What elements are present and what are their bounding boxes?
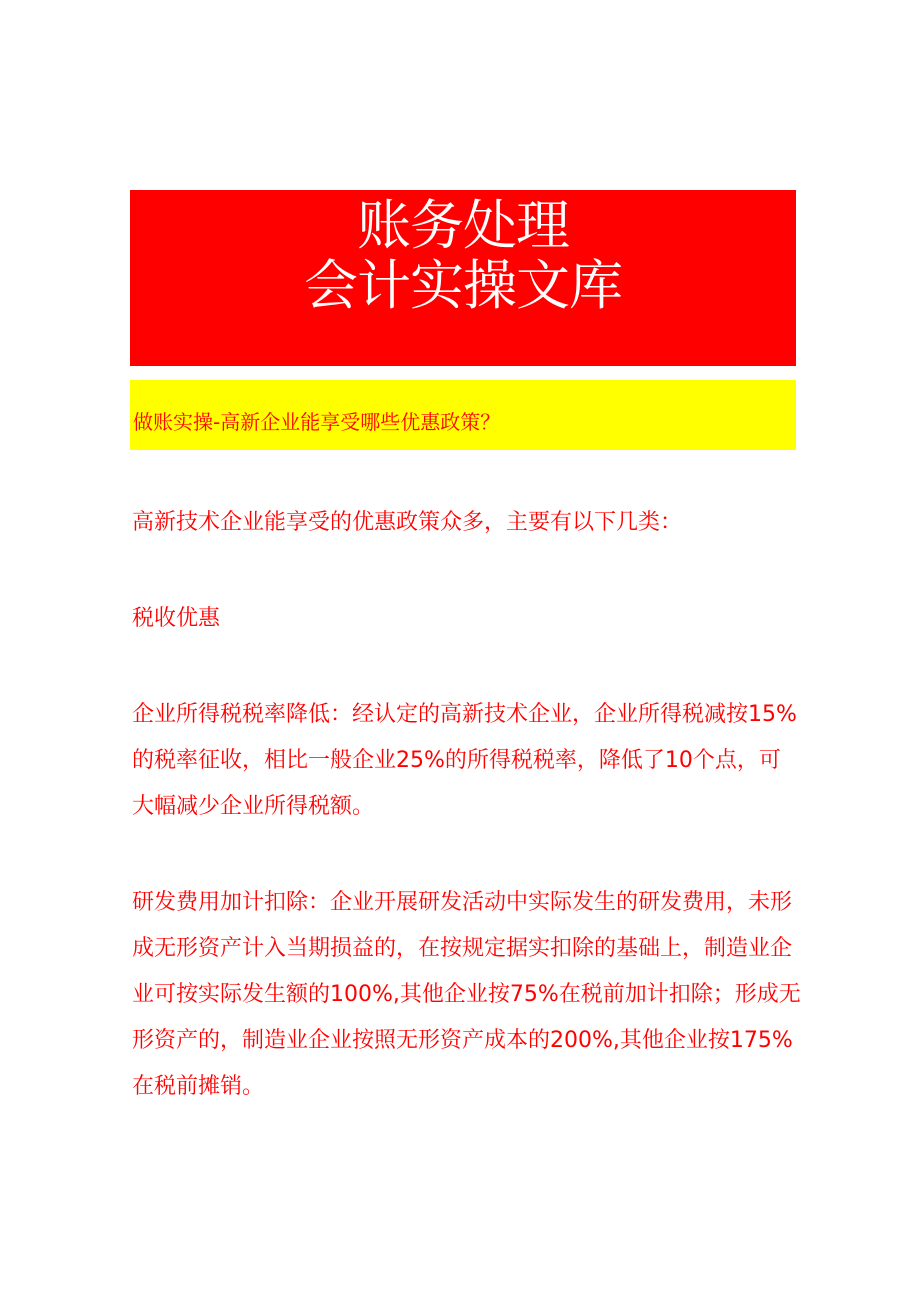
rd-deduction-paragraph: 研发费用加计扣除：企业开展研发活动中实际发生的研发费用，未形成无形资产计入当期损益的，在按规定据实扣除的基础上，制造业企业可按实际发生额的100%,其他企业按75%在税前加计扣除；形成无形资产的，制造业企业按照无形资产成本的200%,其他企业按175%在税前摊销。 <box>132 890 801 1099</box>
title-banner <box>130 190 796 366</box>
tax-rate-paragraph: 企业所得税税率降低：经认定的高新技术企业，企业所得税减按15%的税率征收，相比一般企业25%的所得税税率，降低了10个点，可大幅减少企业所得税额。 <box>132 702 797 819</box>
article-title: 做账实操-高新企业能享受哪些优惠政策？ <box>133 410 501 434</box>
banner-title-line-2: 会计实操文库 <box>304 254 622 317</box>
intro-paragraph: 高新技术企业能享受的优惠政策众多，主要有以下几类： <box>132 510 683 535</box>
section-heading: 税收优惠 <box>132 606 221 631</box>
subtitle-bar <box>130 380 796 450</box>
banner-title-line-1: 账务处理 <box>357 194 569 257</box>
